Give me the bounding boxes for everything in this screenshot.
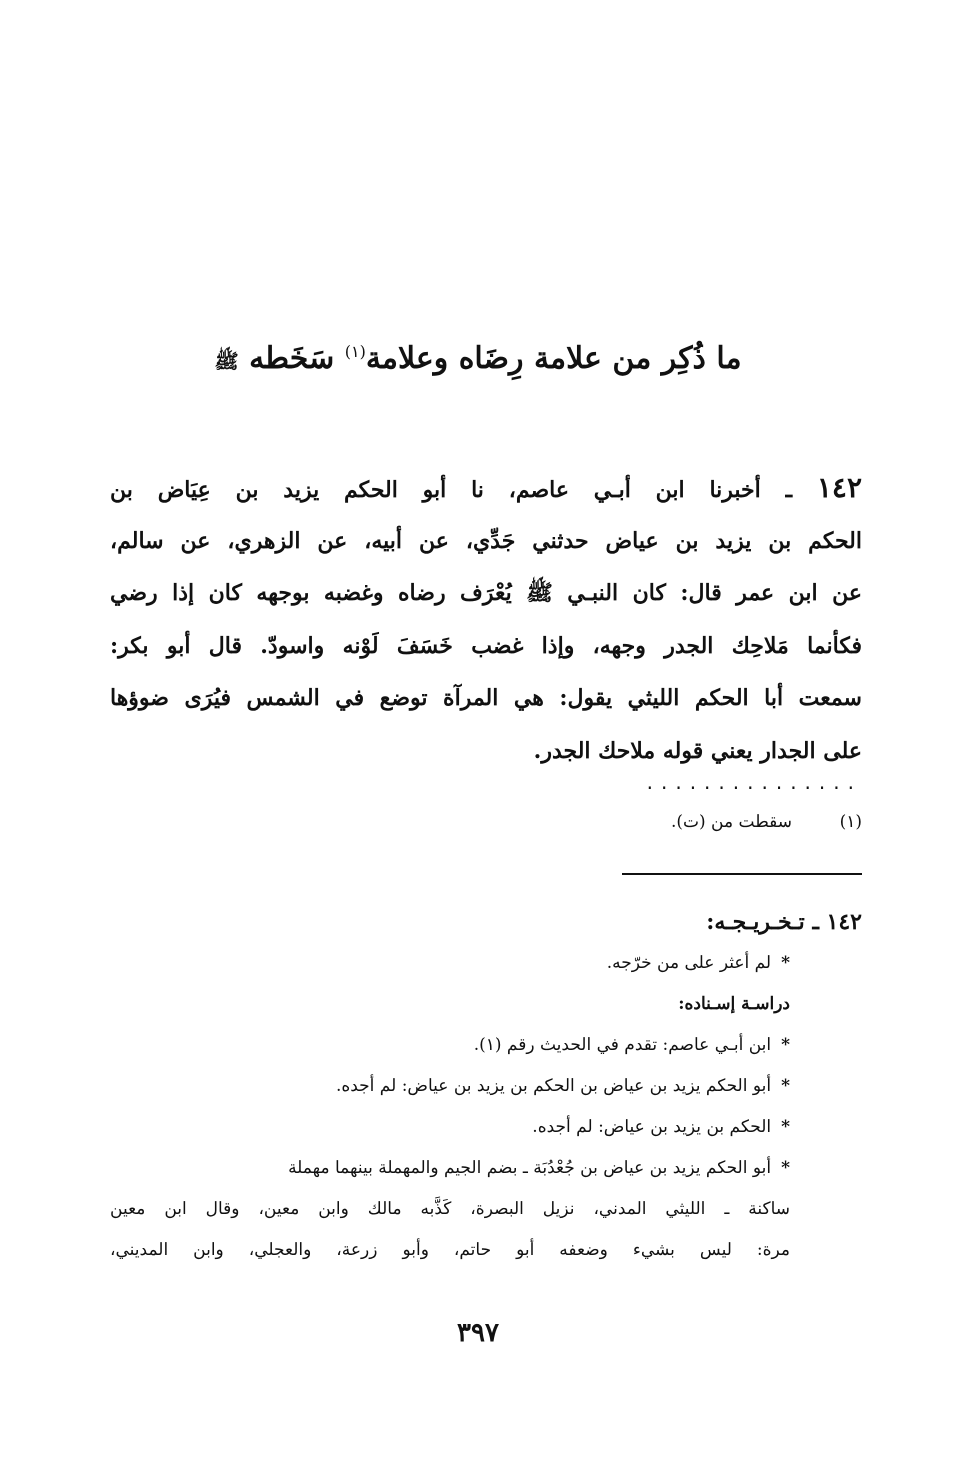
- hadith-line: فكأنما مَلاحِك الجدر وجهه، وإذا غضب خَسَفَ لَوْنه واسودّ. قال أبو بكر:: [110, 632, 862, 659]
- takhrij-section: [110, 902, 862, 1271]
- honorific-icon: ﷺ: [214, 349, 239, 373]
- footnote: [671, 812, 862, 832]
- hadith-number: ١٤٢: [816, 471, 862, 504]
- list-item: *الحكم بن يزيد بن عياض: لم أجده.: [532, 1117, 790, 1137]
- footnote-marker: (١): [344, 342, 366, 361]
- footnote-text: سقطت من (ت).: [670, 812, 792, 832]
- list-item: *أبو الحكم يزيد بن عياض بن جُعْدُبَة ـ بضم الجيم والمهملة بينهما مهملة: [288, 1158, 790, 1178]
- footnote-number: (١): [839, 812, 862, 832]
- hadith-line: سمعت أبا الحكم الليثي يقول: هي المرآة توضع في الشمس فيُرَى ضوؤها: [110, 685, 862, 711]
- hadith-line: الحكم بن يزيد بن عياض حدثني جَدِّي، عن أبيه، عن الزهري، عن سالم،: [110, 527, 862, 554]
- list-item: *ابن أبـي عاصم: تقدم في الحديث رقم (١).: [473, 1035, 790, 1055]
- isnad-heading: دراسـة إسـناده:: [678, 994, 790, 1014]
- bullet-icon: *: [781, 1076, 790, 1096]
- bullet-icon: *: [781, 1035, 790, 1055]
- chapter-title-prefix: ما ذُكِر من علامة رِضَاه وعلامة: [365, 341, 742, 376]
- hadith-line: على الجدار يعني قوله ملاحك الجدر.: [533, 737, 862, 764]
- hadith-text: [110, 462, 862, 777]
- separator-dots: ...............: [646, 770, 862, 794]
- bullet-icon: *: [781, 1158, 790, 1178]
- chapter-title: [110, 330, 846, 383]
- takhrij-heading: ١٤٢ ـ تـخـريـجـه:: [706, 909, 862, 935]
- bullet-icon: *: [781, 1117, 790, 1137]
- list-item: *أبو الحكم يزيد بن عياض بن الحكم بن يزيد بن عياض: لم أجده.: [335, 1076, 790, 1096]
- list-item: *لم أعثر على من خرّجه.: [606, 953, 790, 973]
- bullet-icon: *: [781, 953, 790, 973]
- continuation-line: مرة: ليس بشيء وضعفه أبو حاتم، وأبو زرعة، والعجلي، وابن المديني،: [110, 1240, 790, 1260]
- hadith-line: ١٤٢ ـ أخبرنا ابن أبـي عاصم، نا أبو الحكم يزيد بن عِيَاض بن: [110, 471, 862, 504]
- hadith-line: عن ابن عمر قال: كان النبـي ﷺ يُعْرَف رضاه وغضبه بوجهه كان إذا رضي: [110, 580, 862, 606]
- chapter-title-suffix: سَخَطه: [249, 341, 335, 376]
- page-number: ٣٩٧: [457, 1318, 499, 1348]
- footnote-divider: [622, 873, 862, 875]
- continuation-line: ساكنة ـ الليثي المدني، نزيل البصرة، كَذَّبه مالك وابن معين، وقال ابن معين: [110, 1199, 790, 1219]
